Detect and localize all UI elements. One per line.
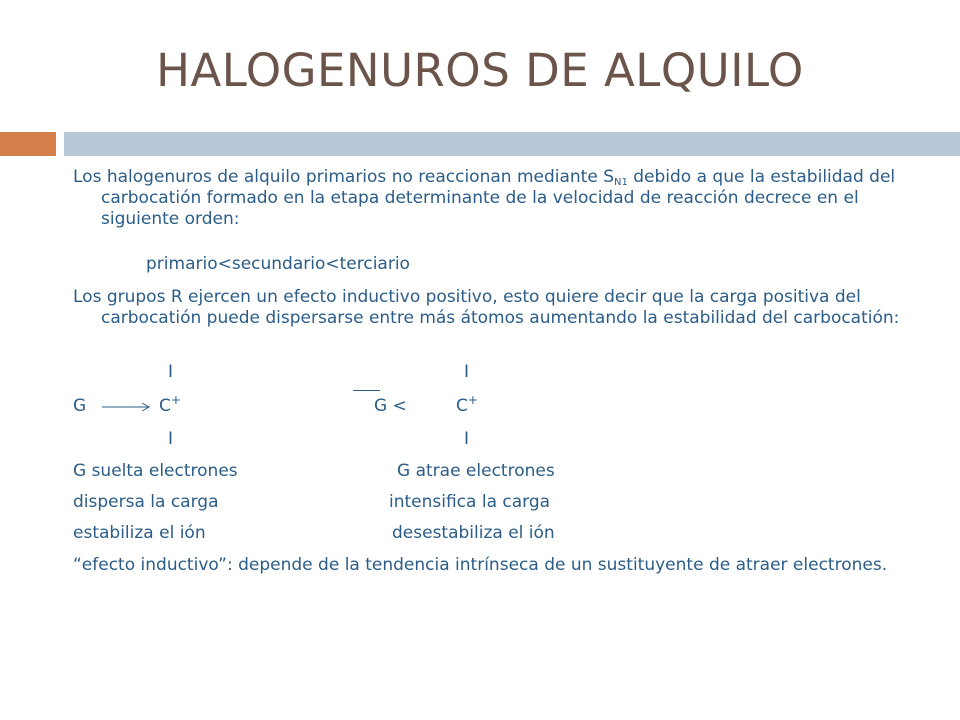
header-bar — [64, 132, 960, 156]
slide-body — [73, 167, 903, 230]
left-g: G — [73, 396, 87, 416]
stability-order: primario<secundario<terciario — [146, 254, 410, 274]
left-carbon: C+ — [159, 393, 181, 416]
right-arrow-icon — [102, 402, 152, 412]
bond-bottom-right: I — [464, 429, 470, 449]
slide-body-3 — [73, 555, 903, 576]
comparison-left-3: estabiliza el ión — [73, 523, 206, 543]
bond-line — [353, 390, 380, 391]
bond-top-left: I — [168, 362, 174, 382]
bond-top-right: I — [464, 362, 470, 382]
bond-bottom-left: I — [168, 429, 174, 449]
comparison-right-2: intensifica la carga — [389, 492, 551, 512]
slide-body-2 — [73, 287, 903, 329]
comparison-right-3: desestabiliza el ión — [392, 523, 555, 543]
right-g: G < — [374, 396, 407, 416]
right-carbon: C+ — [456, 393, 478, 416]
comparison-left-2: dispersa la carga — [73, 492, 219, 512]
comparison-left-1: G suelta electrones — [73, 461, 238, 481]
accent-bar — [0, 132, 56, 156]
slide-title: HALOGENUROS DE ALQUILO — [156, 44, 804, 97]
paragraph-inductive-effect: Los grupos R ejercen un efecto inductivo positivo, esto quiere decir que la carga positiva del carbocatión puede dispersarse entre más átomos aumentando la estabilidad del carbocatión: — [73, 287, 900, 328]
paragraph-primary-halides: Los halogenuros de alquilo primarios no reaccionan mediante $S_{N1}$ debido a que la estabilidad del carbocatión formado en la etapa determinante de la velocidad de reacción decrece en el siguiente orden: — [73, 167, 896, 229]
left-structure — [73, 393, 233, 420]
paragraph-definition: “efecto inductivo”: depende de la tendencia intrínseca de un sustituyente de atraer electrones. — [73, 555, 888, 575]
comparison-right-1: G atrae electrones — [397, 461, 555, 481]
